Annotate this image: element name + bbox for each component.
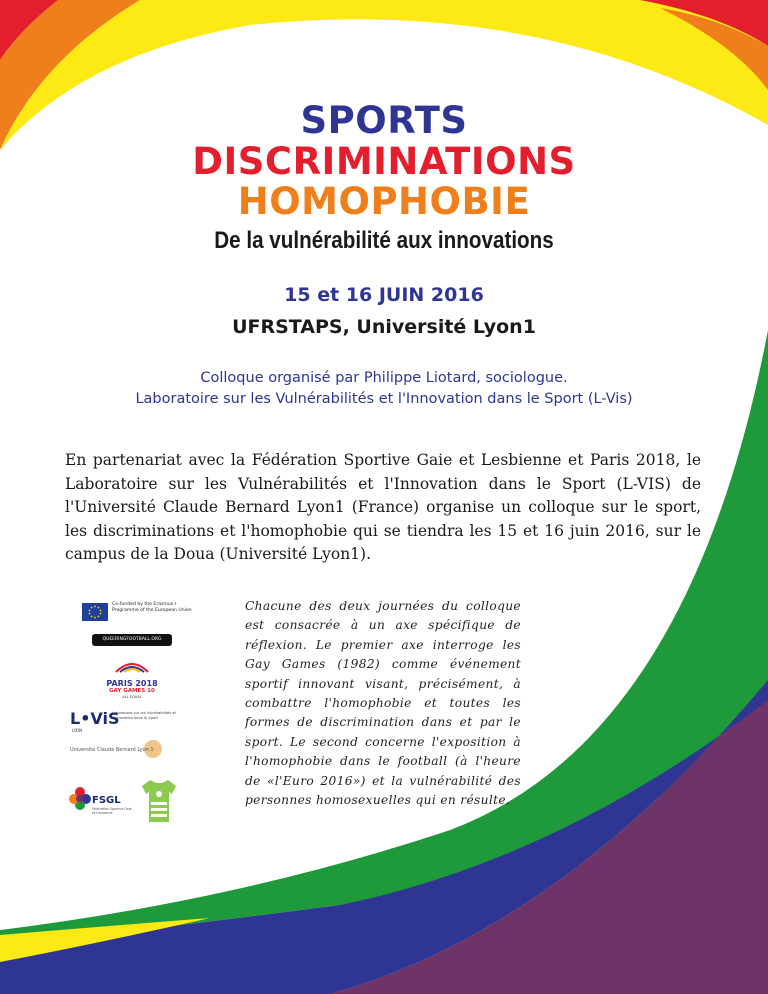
paris-2018-logo [96, 660, 168, 700]
subtitle: De la vulnérabilité aux innovations [214, 227, 554, 254]
title-homophobie: HOMOPHOBIE [237, 180, 531, 223]
event-venue: UFRSTAPS, Université Lyon1 [232, 316, 536, 338]
queering-football-logo: QUEERINGFOOTBALL.ORG [92, 634, 172, 646]
ucb-logo-text: Université Claude Bernard Lyon 1 [70, 747, 154, 753]
lvis-description: Laboratoire sur les Vulnérabilités et l'Innovation dans le Sport [112, 711, 176, 720]
intro-paragraph: En partenariat avec la Fédération Sportive Gaie et Lesbienne et Paris 2018, le Laboratoire sur les Vulnérabilités et l'Innovation dans le Sport (L-VIS) de l'Université Claude Bernard Lyon1 (France) organise un colloque sur le sport, les discriminations et l'homophobie qui se tiendra les 15 et 16 juin 2016, sur le campus de la Doua (Université Lyon1). [65, 451, 701, 563]
paris-2018-sub: GAY GAMES 10 [109, 688, 155, 694]
laboratory-line: Laboratoire sur les Vulnérabilités et l'Innovation dans le Sport (L-Vis) [135, 391, 633, 407]
partner-logos [64, 598, 200, 828]
title-discriminations: DISCRIMINATIONS [192, 140, 576, 183]
lvis-city: LYON [72, 728, 83, 733]
eu-flag-icon [82, 603, 108, 621]
paris-2018-emblem-icon [112, 660, 152, 674]
fsgl-description: Fédération Sportive Gaie et Lesbienne [92, 807, 132, 815]
title-sports: SPORTS [300, 99, 468, 142]
lvis-logo: L•ViS [70, 709, 120, 728]
fsgl-logo-text: FSGL [92, 795, 121, 806]
fsgl-emblem-icon [68, 786, 92, 810]
organizer-line: Colloque organisé par Philippe Liotard, sociologue. [200, 370, 568, 386]
paris-2018-motto: ALL EQUAL [122, 695, 142, 699]
paris-2018-name: PARIS 2018 [106, 679, 158, 688]
eu-logo-text: Co-funded by the Erasmus+ Programme of the European Union [112, 602, 192, 613]
kick-homophobia-jersey-icon [142, 780, 176, 822]
description-paragraph: Chacune des deux journées du colloque est consacrée à un axe spécifique de réflexion. Le premier axe interroge les Gay Games (1982) comme événement sportif innovant visant, précisément, à combattre l'homophobie et toutes les formes de discrimination dans et par le sport. Le second concerne l'exposition à l'homophobie dans le football (à l'heure de «l'Euro 2016») et la vulnérabilité des personnes homosexuelles qui en résulte. [245, 599, 521, 808]
event-date: 15 et 16 JUIN 2016 [284, 284, 484, 306]
